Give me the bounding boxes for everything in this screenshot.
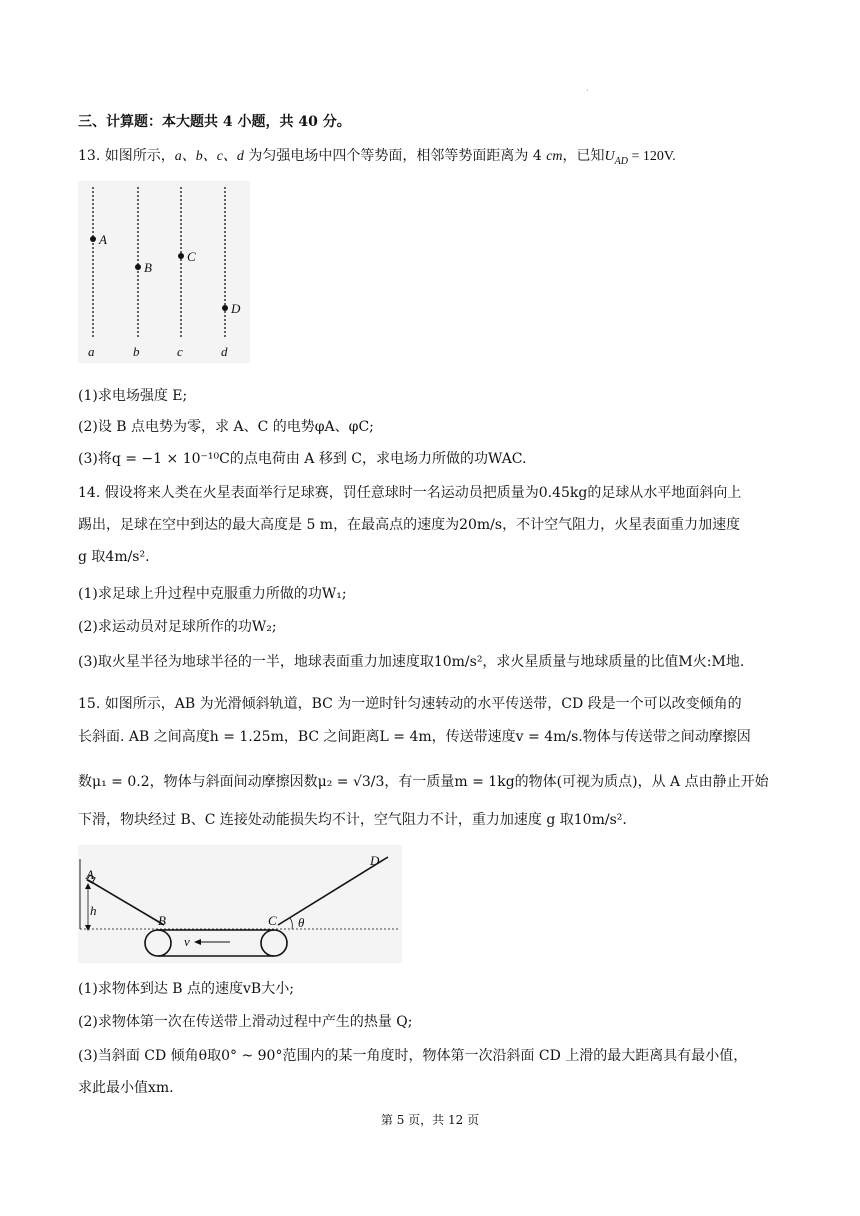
- q15-line2: 长斜面. AB 之间高度h = 1.25m，BC 之间距离L = 4m，传送带速度v = 4m/s.物体与传送带之间动摩擦因: [78, 729, 751, 745]
- q13-unit: cm: [546, 149, 563, 164]
- q13-stem-vars: a、b、c、d: [174, 149, 244, 164]
- plane-d-label: d: [221, 344, 228, 359]
- q13-part1: (1)求电场强度 E;: [78, 388, 188, 404]
- q13-stem-c: ，已知: [562, 148, 605, 164]
- q15-line3: 数μ₁ = 0.2，物体与斜面间动摩擦因数μ₂ = √3/3，有一质量m = 1kg的物体(可视为质点)，从 A 点由静止开始: [78, 774, 769, 790]
- q13-stem-b: 为匀强电场中四个等势面，相邻等势面距离为 4: [243, 148, 547, 164]
- label-v: v: [184, 934, 190, 949]
- q15-figure: [78, 845, 402, 963]
- h-arrow-down: [85, 925, 91, 931]
- q15-part3-cont: 求此最小值xm.: [78, 1080, 174, 1096]
- q13-uad-sub: AD: [614, 155, 628, 167]
- label-a: A: [86, 867, 94, 882]
- label-c: C: [268, 913, 277, 928]
- q13-part3: (3)将q = −1 × 10⁻¹⁰C的点电荷由 A 移到 C，求电场力所做的功WAC.: [78, 451, 527, 467]
- plane-b-label: b: [133, 344, 140, 359]
- q15-part1: (1)求物体到达 B 点的速度vB大小;: [78, 981, 294, 997]
- label-theta: θ: [298, 915, 305, 930]
- q13-stem-a: 13. 如图所示，: [78, 148, 175, 164]
- v-arrow-head: [194, 939, 201, 945]
- q14-part3: (3)取火星半径为地球半径的一半，地球表面重力加速度取10m/s²，求火星质量与地球质量的比值M火:M地.: [78, 654, 745, 670]
- pulley-b: [145, 930, 171, 956]
- plane-c-label: c: [177, 344, 183, 359]
- q15-line4: 下滑，物块经过 B、C 连接处动能损失均不计，空气阻力不计，重力加速度 g 取10m/s².: [78, 812, 627, 828]
- q14-part1: (1)求足球上升过程中克服重力所做的功W₁;: [78, 586, 347, 602]
- q13-stem: [78, 146, 676, 172]
- point-c-dot: [178, 253, 184, 259]
- label-d: D: [370, 853, 380, 868]
- q14-line2: 踢出，足球在空中到达的最大高度是 5 m，在最高点的速度为20m/s，不计空气阻力，火星表面重力加速度: [78, 517, 741, 533]
- theta-arc: [290, 918, 292, 929]
- point-a-label: A: [99, 232, 107, 247]
- point-b-label: B: [144, 260, 152, 275]
- pulley-c: [261, 930, 287, 956]
- label-b: B: [158, 913, 166, 928]
- q15-line1: 15. 如图所示，AB 为光滑倾斜轨道，BC 为一逆时针匀速转动的水平传送带，CD 段是一个可以改变倾角的: [78, 696, 742, 712]
- label-h: h: [90, 903, 97, 918]
- section-title: 三、计算题：本大题共 4 小题，共 40 分。: [78, 114, 351, 130]
- point-c-label: C: [187, 249, 196, 264]
- q13-uad: U: [604, 149, 615, 164]
- q15-part3: (3)当斜面 CD 倾角θ取0° ~ 90°范围内的某一角度时，物体第一次沿斜面 CD 上滑的最大距离具有最小值，: [78, 1048, 748, 1064]
- q13-part2: (2)设 B 点电势为零，求 A、C 的电势φA、φC;: [78, 419, 374, 435]
- q14-part2: (2)求运动员对足球所作的功W₂;: [78, 619, 277, 635]
- h-arrow-up: [85, 883, 91, 889]
- page-footer: 第 5 页，共 12 页: [380, 1113, 480, 1127]
- equipotential-diagram: [78, 181, 250, 363]
- q14-line1: 14. 假设将来人类在火星表面举行足球赛，罚任意球时一名运动员把质量为0.45kg的足球从水平地面斜向上: [78, 485, 742, 501]
- incline-ab: [88, 880, 164, 925]
- q15-part2: (2)求物体第一次在传送带上滑动过程中产生的热量 Q;: [78, 1014, 413, 1030]
- plane-a-label: a: [88, 344, 95, 359]
- conveyor-diagram: [78, 845, 402, 963]
- header-mark: ·: [586, 86, 589, 95]
- q13-figure: [78, 181, 250, 363]
- point-d-dot: [222, 305, 228, 311]
- point-d-label: D: [231, 301, 241, 316]
- q14-line3: g 取4m/s².: [78, 549, 150, 565]
- point-a-dot: [90, 236, 96, 242]
- point-b-dot: [135, 264, 141, 270]
- q13-uad-val: = 120V.: [628, 149, 676, 164]
